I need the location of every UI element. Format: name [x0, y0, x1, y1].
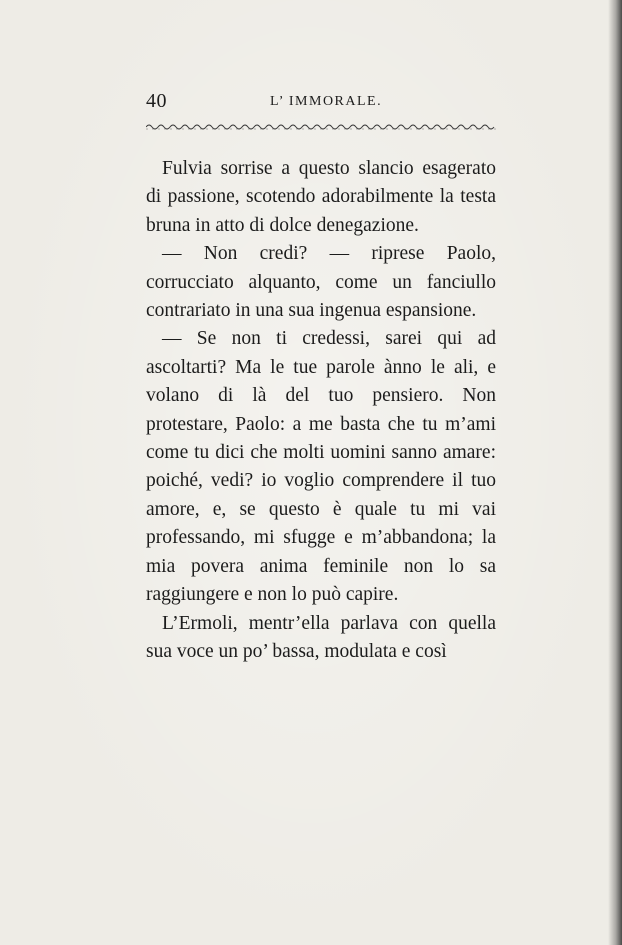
page-edge-shadow [608, 0, 622, 945]
page-number: 40 [146, 90, 167, 112]
paragraph: Fulvia sorrise a questo slancio esagerato di passione, scotendo adorabilmente la testa bruna in atto di dolce denegazione. [146, 158, 496, 236]
paragraph: — Se non ti credessi, sarei qui ad ascoltarti? Ma le tue parole ànno le ali, e volano di là del tuo pensiero. Non protestare, Paolo: a me basta che tu m’ami come tu dici che molti uomini sanno amare: poiché, vedi? io voglio comprendere il tuo amore, e, se questo è quale tu mi vai professando, mi sfugge e m’abbandona; la mia povera anima feminile non lo sa raggiungere e non lo può capire. [146, 328, 496, 606]
paragraph: — Non credi? — riprese Paolo, corrucciato alquanto, come un fanciullo contrariato in una sua ingenua espansione. [146, 243, 496, 322]
decorative-rule [146, 122, 496, 132]
body-text [146, 155, 496, 666]
running-title: L’ IMMORALE. [270, 94, 383, 109]
page-header [146, 90, 496, 114]
paragraph: L’Ermoli, mentr’ella parlava con quella sua voce un po’ bassa, modulata e così [146, 612, 496, 662]
